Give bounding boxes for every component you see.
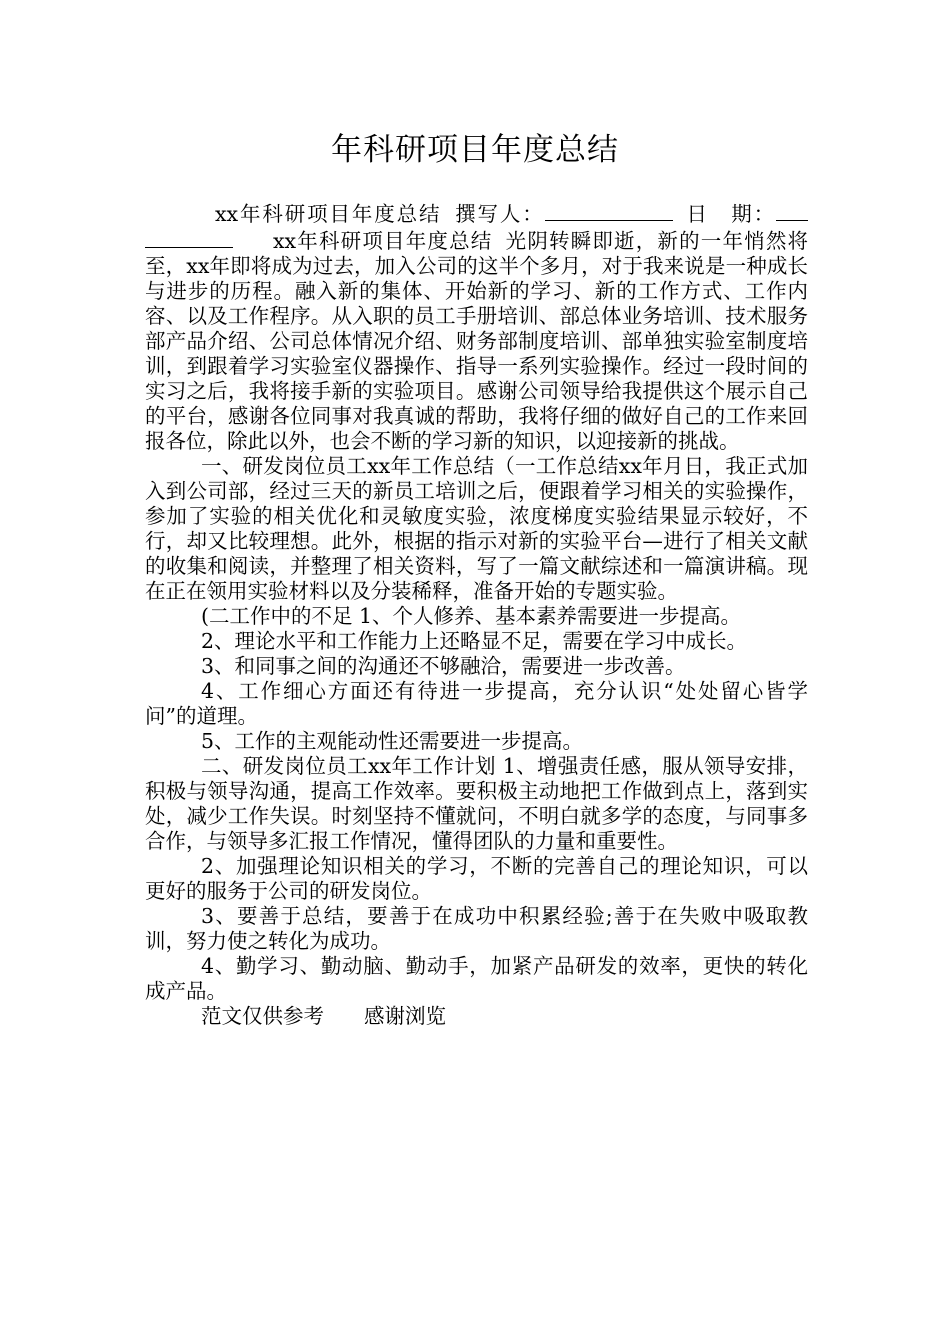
intro-paragraph: 光阴转瞬即逝，新的一年悄然将至，xx年即将成为过去，加入公司的这半个多月，对于我来说是一种成长与进步的历程。融入新的集体、开始新的学习、新的工作方式、工作内容、以及工作程序。从入职的员工手册培训、部总体业务培训、技术服务部产品介绍、公司总体情况介绍、财务部制度培训、部单独实验室制度培训，到跟着学习实验室仪器操作、指导一系列实验操作。经过一段时间的实习之后，我将接手新的实验项目。感谢公司领导给我提供这个展示自己的平台，感谢各位同事对我真诚的帮助，我将仔细的做好自己的工作来回报各位，除此以外，也会不断的学习新的知识，以迎接新的挑战。: [145, 229, 809, 453]
meta-paragraph: [145, 200, 808, 454]
date-label: 日 期：: [684, 202, 776, 226]
footer-reference-note: 范文仅供参考: [201, 1004, 324, 1028]
date-blank: [776, 200, 808, 221]
page-title: 年科研项目年度总结: [331, 132, 619, 168]
footer-thanks-note: 感谢浏览: [364, 1004, 446, 1028]
shortfall-item-1: (二工作中的不足 1、个人修养、基本素养需要进一步提高。: [201, 604, 742, 628]
plan-item-4: 4、勤学习、勤动脑、勤动手，加紧产品研发的效率，更快的转化成产品。: [145, 954, 808, 1003]
document-body: [145, 200, 808, 1029]
shortfall-item-2: 2、理论水平和工作能力上还略显不足，需要在学习中成长。: [201, 629, 748, 653]
author-blank: [545, 200, 673, 221]
section-two-paragraph: 二、研发岗位员工xx年工作计划 1、增强责任感，服从领导安排，积极与领导沟通，提高工作效率。要积极主动地把工作做到点上，落到实处，减少工作失误。时刻坚持不懂就问，不明白就多学的态度，与同事多合作，与领导多汇报工作情况，懂得团队的力量和重要性。: [145, 754, 808, 853]
date-blank-continued: [145, 227, 233, 248]
intro-title: xx年科研项目年度总结: [273, 229, 493, 253]
shortfall-item-4: 4、工作细心方面还有待进一步提高，充分认识“处处留心皆学问”的道理。: [145, 679, 808, 728]
shortfall-item-5: 5、工作的主观能动性还需要进一步提高。: [201, 729, 584, 753]
section-one-paragraph: 一、研发岗位员工xx年工作总结（一工作总结xx年月日，我正式加入到公司部，经过三天的新员工培训之后，便跟着学习相关的实验操作，参加了实验的相关优化和灵敏度实验，浓度梯度实验结果显示较好，不行，却又比较理想。此外，根据的指示对新的实验平台—进行了相关文献的收集和阅读，并整理了相关资料，写了一篇文献综述和一篇演讲稿。现在正在领用实验材料以及分装稀释，准备开始的专题实验。: [145, 454, 808, 603]
meta-heading: xx年科研项目年度总结: [215, 202, 442, 226]
footer-line: [145, 1004, 808, 1029]
author-label: 撰写人：: [453, 202, 545, 226]
plan-item-2: 2、加强理论知识相关的学习，不断的完善自己的理论知识，可以更好的服务于公司的研发岗位。: [145, 854, 808, 903]
plan-item-3: 3、要善于总结，要善于在成功中积累经验;善于在失败中吸取教训，努力使之转化为成功。: [145, 904, 808, 953]
shortfall-item-3: 3、和同事之间的沟通还不够融洽，需要进一步改善。: [201, 654, 686, 678]
